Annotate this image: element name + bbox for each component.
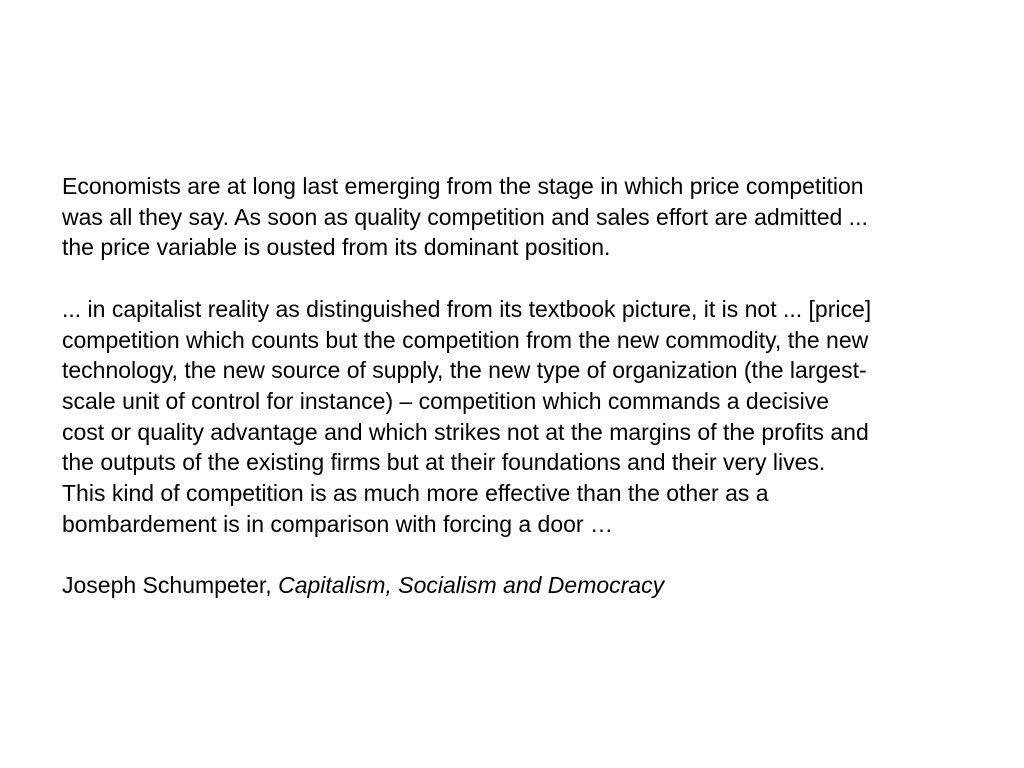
paragraph-spacer xyxy=(62,539,972,570)
quote-block xyxy=(62,171,972,601)
paragraph-spacer xyxy=(62,263,972,294)
citation-author: Joseph Schumpeter, xyxy=(62,572,279,599)
citation xyxy=(62,570,972,601)
quote-paragraph-2: ... in capitalist reality as distinguished from its textbook picture, it is not ... [price] competition which counts but the competition from the new commodity, the new technology, the new source of supply, the new type of organization (the largest- scale unit of control for instance) – competition which commands a decisive cost or quality advantage and which strikes not at the margins of the profits and the outputs of the existing firms but at their foundations and their very lives. This kind of competition is as much more effective than the other as a bombardement is in comparison with forcing a door … xyxy=(62,295,872,537)
citation-title: Capitalism, Socialism and Democracy xyxy=(278,572,665,599)
quote-paragraph-1: Economists are at long last emerging from the stage in which price competition was all they say. As soon as quality competition and sales effort are admitted ... the price variable is ousted from its dominant position. xyxy=(62,173,868,261)
